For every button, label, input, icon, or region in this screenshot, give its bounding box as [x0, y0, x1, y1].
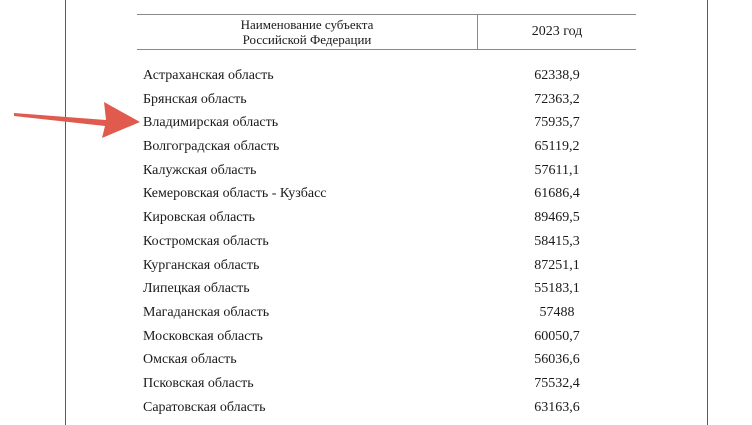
arrow-right-icon [14, 100, 140, 140]
row-name: Костромская область [143, 233, 269, 249]
row-name: Брянская область [143, 91, 247, 107]
row-name: Магаданская область [143, 304, 270, 320]
header-subject-line2: Российской Федерации [242, 32, 372, 47]
row-name: Кировская область [143, 210, 256, 226]
row-name: Астраханская область [143, 68, 274, 83]
header-subject [137, 17, 477, 47]
page-border-right [707, 0, 708, 425]
header-year: 2023 год [531, 24, 583, 39]
row-value: 61686,4 [534, 186, 580, 202]
row-value: 89469,5 [534, 210, 580, 226]
row-name: Саратовская область [143, 399, 266, 415]
header-subject-line1: Наименование субъекта [240, 17, 374, 32]
row-value: 63163,6 [534, 399, 580, 415]
row-value: 75935,7 [534, 115, 580, 131]
row-value: 56036,6 [534, 352, 580, 368]
table-row [137, 114, 636, 138]
table-body [137, 67, 636, 422]
row-name: Калужская область [143, 162, 257, 178]
row-value: 87251,1 [534, 257, 580, 273]
table-row [137, 162, 636, 186]
table-row [137, 280, 636, 304]
row-value: 72363,2 [534, 91, 580, 107]
row-name: Курганская область [143, 257, 260, 273]
row-name: Липецкая область [143, 281, 250, 297]
row-value: 57488 [539, 304, 575, 320]
table-row [137, 304, 636, 328]
table-row [137, 91, 636, 115]
row-value: 65119,2 [534, 139, 580, 155]
data-table [137, 14, 636, 415]
row-name: Владимирская область [143, 115, 279, 131]
table-row [137, 257, 636, 281]
table-row [137, 138, 636, 162]
table-row [137, 375, 636, 399]
row-value: 60050,7 [534, 328, 580, 344]
table-row [137, 209, 636, 233]
row-value: 75532,4 [534, 375, 580, 391]
row-value: 57611,1 [534, 162, 580, 178]
row-value: 62338,9 [534, 68, 580, 83]
row-name: Кемеровская область - Кузбасс [143, 186, 327, 202]
row-value: 55183,1 [534, 281, 580, 297]
table-row [137, 67, 636, 91]
table-row [137, 399, 636, 423]
table-header [137, 14, 636, 50]
arrow-shape [14, 102, 140, 138]
row-name: Омская область [143, 352, 237, 368]
table-row [137, 351, 636, 375]
page-border-left [65, 0, 66, 425]
row-name: Московская область [143, 328, 263, 344]
row-name: Псковская область [143, 375, 254, 391]
table-row [137, 328, 636, 352]
table-row [137, 185, 636, 209]
row-name: Волгоградская область [143, 139, 280, 155]
row-value: 58415,3 [534, 233, 580, 249]
table-row [137, 233, 636, 257]
